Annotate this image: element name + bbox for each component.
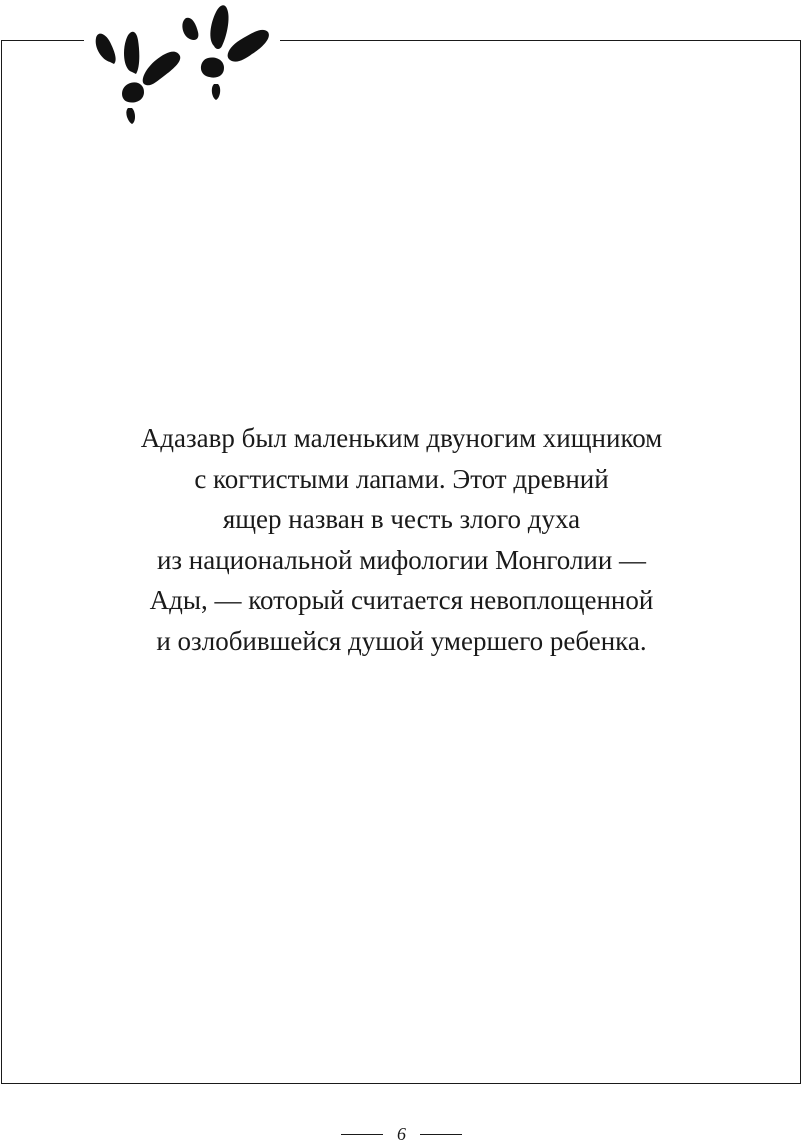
body-text-line: Адазавр был маленьким двуногим хищником [140,423,663,453]
dinosaur-footprints-icon [84,0,280,130]
body-text-line: из национальной мифологии Монголии — [156,544,647,575]
body-text-line: и озлобившейся душой умершего ребенка. [156,625,647,656]
page-number: 6 [397,1124,406,1144]
body-text-line: с когтистыми лапами. Этот древний [194,463,609,494]
page-number-block [0,1124,803,1144]
body-paragraph [40,418,763,661]
body-text-line: ящер назван в честь злого духа [222,504,581,534]
page-number-rule-left [341,1134,383,1135]
page-number-rule-right [420,1134,462,1135]
body-text-line: Ады, — который считается невоплощенной [149,585,654,615]
